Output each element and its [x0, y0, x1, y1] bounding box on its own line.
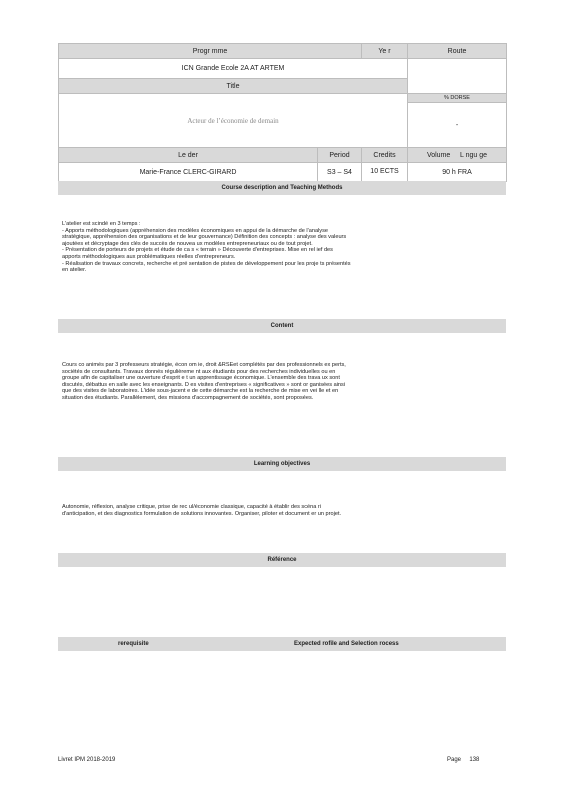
volume-language-values [408, 163, 507, 182]
percent-label: % DORSE [408, 94, 507, 103]
route-value [408, 59, 507, 94]
prerequisite-profile-bar [58, 637, 506, 651]
course-description-heading: Course description and Teaching Methods [58, 181, 506, 195]
reference-heading: Référence [58, 553, 506, 567]
volume-language-labels [408, 148, 507, 163]
title-label: Title [59, 79, 408, 94]
route-label: Route [408, 44, 507, 59]
leader-value: Marie-France CLERC-GIRARD [59, 163, 318, 182]
footer-page [447, 757, 479, 763]
course-description-text: L'atelier est scindé en 3 temps : - Apports méthodologiques (appréhension des modèles économiques en appui de la démarche de l'analyse stratégique, appréhension des organisations et de leur gouvernance) Définition des concepts : analyse des valeurs ajoutées et décryptage des clés de succès de nouvea ux modèles entrepreneuriaux ou de tout projet. - Présentation de porteurs de projets et étude de ca s « terrain » Découverte d'entreprises. Mise en rel ief des apports méthodologiques aux problématiques réelles d'entrepreneurs. - Réalisation de travaux concrets, recherche et pré sentation de pistes de développement pour les proje ts présentés en atelier. [62, 221, 351, 274]
content-text: Cours co animés par 3 professeurs stratégie, écon om ie, droit &RSEet complétés par des professionnels ex perts, sociétés de consultants. Travaux donnés régulièreme nt aux étudiants pour des recherches individuelles ou en groupe afin de capitaliser une ouverture d'esprit e t un apprentissage économique. L'ensemble des trava ux sont discutés, débattus en salle avec les enseignants. D es visites d'entreprises « significatives » sont or ganisées ainsi que des visites de laboratoires. L'idée sous-jacent e de cette démarche est la recherche de mise en vei lle et en situation des étudiants. Parallèlement, des missions d'accompagnement de sociétés, sont proposées. [62, 362, 346, 401]
learning-objectives-heading: Learning objectives [58, 457, 506, 471]
volume-value: 90 h [442, 168, 456, 176]
language-value: FRA [457, 168, 472, 176]
prerequisite-label: rerequisite [118, 641, 149, 647]
expected-profile-label: Expected rofile and Selection rocess [294, 641, 399, 647]
programme-value: ICN Grande Ecole 2A AT ARTEM [59, 59, 408, 79]
learning-objectives-text: Autonomie, réflexion, analyse critique, prise de rec ul/économie classique, capacité à établir des scéna ri d'anticipation, et des diagnostics formulation de solutions innovantes. Organiser, piloter et document er un projet. [62, 504, 342, 517]
year-label: Ye r [362, 44, 408, 59]
period-value: S3 – S4 [318, 163, 362, 182]
language-label: L ngu ge [460, 151, 488, 159]
period-label: Period [318, 148, 362, 163]
volume-label: Volume [426, 151, 451, 159]
credits-label: Credits [362, 148, 408, 163]
course-header-table [58, 43, 507, 182]
footer-booklet-label: Livret IPM 2018-2019 [58, 757, 116, 763]
course-title: Acteur de l’économie de demain [59, 94, 408, 148]
content-heading: Content [58, 319, 506, 333]
footer-page-label: Page [447, 757, 462, 763]
credits-value: 10 ECTS [362, 163, 408, 182]
leader-label: Le der [59, 148, 318, 163]
percent-value: - [408, 103, 507, 148]
programme-label: Progr mme [59, 44, 362, 59]
footer-page-number: 138 [469, 757, 480, 763]
